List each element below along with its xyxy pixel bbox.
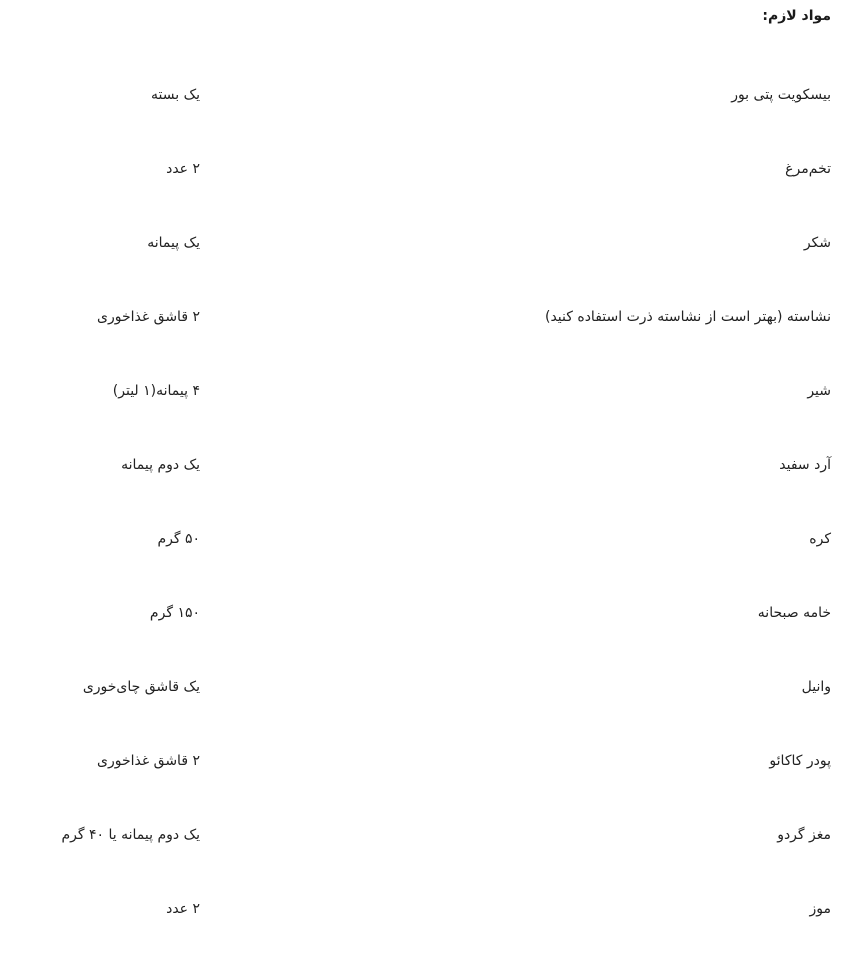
ingredient-name: شکر (803, 235, 831, 251)
ingredient-name: تخم‌مرغ (785, 161, 831, 177)
ingredient-row (0, 827, 831, 901)
ingredient-row (0, 383, 831, 457)
ingredient-row (0, 753, 831, 827)
ingredient-quantity: ۴ پیمانه(۱ لیتر) (112, 383, 200, 399)
ingredient-name: آرد سفید (779, 457, 831, 473)
ingredient-row (0, 531, 831, 605)
ingredient-quantity: ۱۵۰ گرم (149, 605, 200, 621)
ingredient-quantity: یک دوم پیمانه یا ۴۰ گرم (61, 827, 200, 843)
ingredient-name: نشاسته (بهتر است از نشاسته ذرت استفاده کنید) (544, 309, 831, 325)
ingredient-row (0, 161, 831, 235)
ingredient-row (0, 901, 831, 975)
ingredient-quantity: یک دوم پیمانه (121, 457, 200, 473)
ingredient-quantity: ۵۰ گرم (157, 531, 200, 547)
ingredients-list (0, 87, 831, 975)
ingredient-quantity: ۲ قاشق غذاخوری (97, 753, 200, 769)
ingredient-name: خامه صبحانه (757, 605, 831, 621)
ingredient-row (0, 87, 831, 161)
ingredient-quantity: یک پیمانه (147, 235, 200, 251)
ingredient-quantity: یک بسته (151, 87, 200, 103)
ingredient-name: بیسکویت پتی بور (731, 87, 831, 103)
ingredient-row (0, 235, 831, 309)
ingredient-name: کره (809, 531, 831, 547)
ingredient-name: پودر کاکائو (769, 753, 831, 769)
ingredient-quantity: ۲ عدد (166, 161, 200, 177)
ingredient-quantity: یک قاشق چای‌خوری (82, 679, 200, 695)
ingredient-row (0, 457, 831, 531)
ingredient-row (0, 309, 831, 383)
ingredient-row (0, 679, 831, 753)
ingredient-row (0, 605, 831, 679)
ingredient-name: موز (809, 901, 831, 917)
ingredient-name: مغز گردو (777, 827, 831, 843)
ingredient-quantity: ۲ عدد (166, 901, 200, 917)
ingredient-name: شیر (807, 383, 831, 399)
ingredients-heading: مواد لازم: (762, 8, 831, 24)
ingredient-quantity: ۲ قاشق غذاخوری (97, 309, 200, 325)
ingredient-name: وانیل (801, 679, 831, 695)
